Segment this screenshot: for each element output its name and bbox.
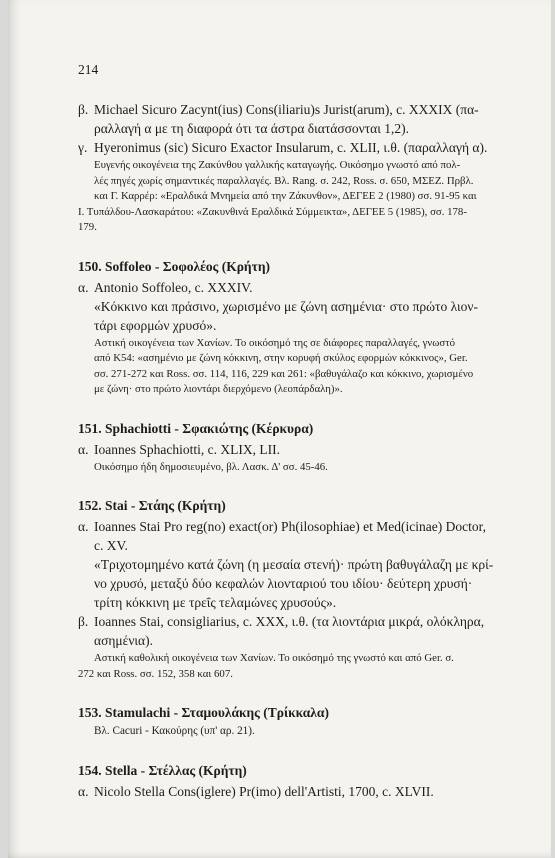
entry-alpha	[78, 440, 538, 459]
blazon-quote	[78, 555, 538, 612]
section-heading: 151. Sphachiotti - Σφακιώτης (Κέρκυρα)	[78, 420, 314, 436]
entry-gamma	[78, 138, 538, 157]
entry-alpha	[78, 782, 538, 801]
quote-line: τάρι εφορμών χρυσό».	[94, 317, 217, 333]
section-153	[78, 705, 538, 740]
footnote-line: και Γ. Καρρέρ: «Εραλδικά Μνημεία από την Ζάκυνθον», ΔΕΓΕΕ 2 (1980) σσ. 91-95 και	[94, 190, 477, 202]
book-page	[8, 0, 551, 858]
section-heading: 154. Stella - Στέλλας (Κρήτη)	[78, 762, 247, 778]
entry-marker: α.	[78, 783, 89, 799]
section-152	[78, 498, 538, 682]
quote-line: «Κόκκινο και πράσινο, χωρισμένο με ζώνη ασημένια· στο πρώτο λιον-	[94, 298, 478, 314]
entry-beta	[78, 612, 538, 650]
entry-text: Michael Sicuro Zacynt(ius) Cons(iliariu)s Jurist(arum), c. XXXIX (πα-	[94, 102, 479, 117]
entry-alpha	[78, 517, 538, 555]
footnote-line: 179.	[78, 221, 97, 233]
entry-text: Hyeronimus (sic) Sicuro Exactor Insularum, c. XLII, ι.θ. (παραλλαγή α).	[94, 140, 488, 155]
footnote-line: Αστική καθολική οικογένεια των Χανίων. Το οικόσημό της γνωστό και από Ger. σ.	[94, 652, 454, 664]
footnote-line: Ευγενής οικογένεια της Ζακύνθου γαλλικής καταγωγής. Οικόσημο γνωστό από πολ-	[94, 159, 461, 171]
quote-line: νο χρυσό, μεταξύ δύο κεφαλών λιονταριού του ιδίου· δεύτερη χρυσή·	[94, 576, 473, 591]
entry-text: Antonio Soffoleo, c. XXXIV.	[94, 279, 253, 295]
footnote-line: 272 και Ross. σσ. 152, 358 και 607.	[78, 667, 233, 680]
quote-line: «Τριχοτομημένο κατά ζώνη (η μεσαία στενή)· πρώτη βαθυγάλαζη με κρί-	[94, 557, 494, 572]
section-150	[78, 259, 538, 398]
entry-text-continued: ραλλαγή α με τη διαφορά ότι τα άστρα διατάσσονται 1,2).	[94, 121, 409, 136]
section-151	[78, 421, 538, 476]
entry-beta	[78, 100, 538, 138]
entry-marker: α.	[78, 519, 89, 534]
footnote	[78, 460, 538, 476]
blazon-quote	[78, 297, 538, 335]
footnote	[78, 336, 538, 398]
footnote-line: Αστική οικογένεια των Χανίων. Το οικόσημό της σε διάφορες παραλλαγές, γνωστό	[94, 336, 455, 349]
entry-text: Ioannes Stai Pro reg(no) exact(or) Ph(ilosophiae) et Med(icinae) Doctor,	[94, 519, 486, 534]
entry-text: Ioannes Stai, consigliarius, c. XXX, ι.θ. (τα λιοντάρια μικρά, ολόκληρα,	[94, 614, 485, 629]
quote-line: τρίτη κόκκινη με τρεΐς τελαμώνες χρυσούς».	[94, 595, 337, 610]
section-heading: 153. Stamulachi - Σταμουλάκης (Τρίκκαλα)	[78, 705, 329, 720]
entry-alpha	[78, 278, 538, 297]
page-content	[78, 62, 538, 801]
section-heading: 152. Stai - Στάης (Κρήτη)	[78, 498, 226, 513]
footnote	[78, 651, 538, 682]
page-number: 214	[78, 62, 99, 77]
section-sicuro-continued	[78, 100, 538, 236]
entry-text: Nicolo Stella Cons(iglere) Pr(imo) dell'Artisti, 1700, c. XLVII.	[94, 783, 434, 799]
footnote-line: με ζώνη· στο πρώτο λιοντάρι διερχόμενο (λεοπάρδαλη)».	[94, 383, 343, 395]
footnote	[78, 158, 538, 236]
entry-marker: α.	[78, 441, 89, 457]
section-154	[78, 763, 538, 801]
entry-marker: α.	[78, 279, 89, 295]
section-heading: 150. Soffoleo - Σοφολέος (Κρήτη)	[78, 258, 270, 274]
footnote-line: λές πηγές χωρίς σημαντικές παραλλαγές. Βλ. Rang. σ. 242, Ross. σ. 650, ΜΣΕΖ. Πρβλ.	[94, 174, 474, 187]
entry-marker: β.	[78, 614, 89, 629]
footnote-line: Ι. Τυπάλδου-Λασκαράτου: «Ζακυνθινά Εραλδικά Σύμμεικτα», ΔΕΓΕΕ 5 (1985), σσ. 178-	[78, 205, 467, 218]
cross-reference: Βλ. Cacuri - Κακούρης (υπ' αρ. 21).	[94, 725, 255, 737]
entry-text: Ioannes Sphachiotti, c. XLIX, LII.	[94, 441, 280, 457]
entry-marker: β.	[78, 102, 89, 117]
footnote-line: Οικόσημο ήδη δημοσιευμένο, βλ. Λασκ. Δ' σσ. 45-46.	[94, 460, 328, 473]
entry-text-continued: ασημένια).	[94, 633, 153, 648]
entry-marker: γ.	[78, 140, 88, 155]
footnote-line: σσ. 271-272 και Ross. σσ. 114, 116, 229 και 261: «βαθυγάλαζο και κόκκινο, χωρισμένο	[94, 367, 474, 380]
entry-text-continued: c. XV.	[94, 538, 128, 553]
footnote-line: από Κ54: «ασημένιο με ζώνη κόκκινη, στην κορυφή σκύλος εφορμών κόκκινος», Ger.	[94, 352, 468, 364]
